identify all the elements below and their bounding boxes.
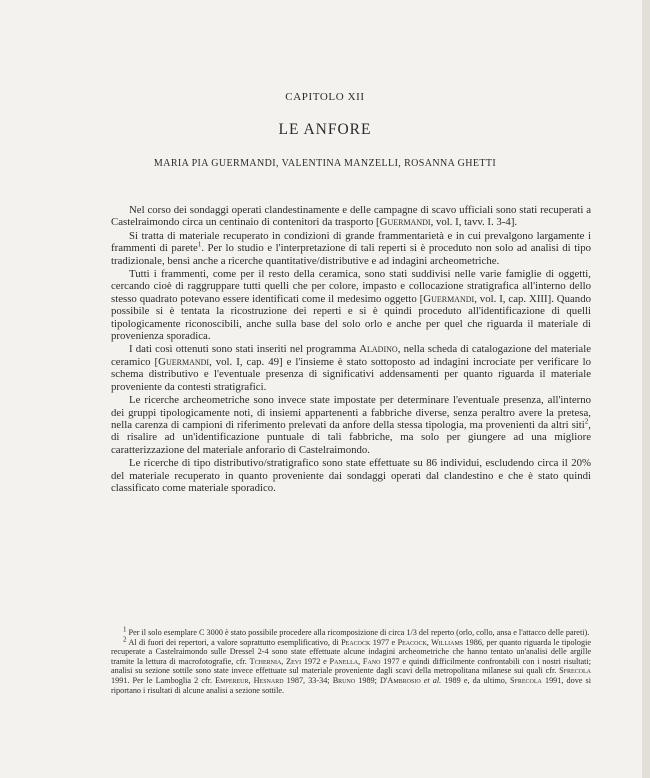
citation: Empereur, Hesnard: [215, 675, 284, 685]
citation: Guermandi: [423, 292, 475, 305]
citation: Guermandi: [158, 355, 210, 368]
citation: Tchernia, Zevi: [249, 656, 302, 666]
et-al: et al.: [423, 675, 442, 685]
footnote-mark: 2: [123, 634, 127, 643]
chapter-number: CAPITOLO XII: [285, 91, 365, 103]
citation: Peacock: [341, 637, 371, 647]
authors-line: MARIA PIA GUERMANDI, VALENTINA MANZELLI, ROSANNA GHETTI: [153, 158, 497, 169]
program-name: Aladino: [359, 343, 398, 356]
footnote-1: $^1$ Per il solo esemplare C 3000 è stato possibile procedere alla ricomposizione di circa 1/3 del reperto (orlo, collo, ansa e l'attacco delle pareti).: [123, 625, 590, 637]
footnote-2: $^2$ Al di fuori dei repertori, a valore soprattutto esemplificativo, di Peacock 1977 e Peacock, Williams 1986, per quanto riguarda le tipologie recuperate a Castelraimondo sulle Dressel 2-4 sono state effettuate alcune indagini archeometriche che hanno tentato un'analisi delle argille tramite la lettura di macrofotografie, cfr. Tchernia, Zevi 1972 e Panella, Fano 1977 e quindi difficilmente confrontabili con i nostri risultati; analisi su sezione sottile sono state invece effettuate sul materiale proveniente dagli scavi della metropolitana milanese sui quali cfr. Sfrecola 1991. Per le Lamboglia 2 cfr. Empereur, Hesnard 1987, 33-34; Bruno 1989; D'Ambrosio et al. 1989 e, da ultimo, Sfrecola 1991, dove si riportano i risultati di alcune analisi a sezione sottile.: [111, 634, 591, 695]
citation: Bruno: [332, 675, 356, 685]
citation: Sfrecola: [559, 666, 591, 676]
paragraph-4: I dati così ottenuti sono stati inseriti nel programma Aladino, nella scheda di catalogazione del materiale ceramico [Guermandi, vol. I, cap. 49] e l'insieme è stato sottoposto ad indagini incrociate per verificare lo schema distributivo e l'eventuale presenza di significativi addensamenti per quanto riguarda il materiale proveniente da contesti stratigrafici.: [111, 343, 592, 393]
body-text: [111, 204, 591, 495]
page-spine-edge: [642, 0, 650, 778]
citation: Sfrecola: [509, 675, 542, 685]
paragraph-3: Tutti i frammenti, come per il resto della ceramica, sono stati suddivisi nelle varie famiglie di oggetti, cercando cioè di raggruppare tutti quelli che per colore, impasto e collocazione stratigrafica all'interno dello stesso quadrato potevano essere identificati come il medesimo oggetto [Guermandi, vol. I, cap. XIII]. Quando possibile si è tentata la ricostruzione dei reperti e si è quindi proceduto all'identificazione di quelli tipologicamente riconoscibili, anche sulla base del solo orlo e anche per quel che riguarda il materiale di provenienza sporadica.: [111, 268, 591, 343]
citation: Peacock, Williams: [397, 637, 464, 647]
citation: Panella, Fano: [329, 656, 381, 666]
citation: Ambrosio: [387, 675, 421, 685]
footnote-mark: 1: [123, 625, 127, 634]
footnotes: [111, 625, 591, 695]
paragraph-6: Le ricerche di tipo distributivo/stratigrafico sono state effettuate su 86 individui, escludendo circa il 20% del materiale recuperato in quanto proveniente dai sondaggi operati dal clandestino e che è stato quindi classificato come materiale sporadico.: [111, 457, 591, 494]
paragraph-1: Nel corso dei sondaggi operati clandestinamente e delle campagne di scavo ufficiali sono stati recuperati a Castelraimondo circa un centinaio di contenitori da trasporto [Guermandi, vol. I, tavv. I. 3-4].: [111, 204, 591, 229]
paragraph-2: Si tratta di materiale recuperato in condizioni di grande frammentarietà e in cui prevalgono largamente i frammenti di parete$^1$. Per lo studio e l'interpretazione di tali reperti si è proceduto non solo ad analisi di tipo tradizionale, bensì anche a ricerche quantitative/distributive e ad indagini archeometriche.: [111, 229, 592, 267]
paragraph-5: Le ricerche archeometriche sono invece state impostate per determinare l'eventuale presenza, all'interno dei gruppi tipologicamente noti, di insiemi appartenenti a fabbriche diverse, senza peraltro avere la pretesa, nella carenza di campioni di riferimento prelevati da anfore della stessa tipologia, ma provenienti da altri siti$^2$, di risalire ad un'identificazione puntuale di tali fabbriche, ma solo per giungere ad una migliore caratterizzazione del materiale anforario di Castelraimondo.: [111, 394, 591, 456]
footnote-ref-2: 2: [584, 417, 589, 426]
chapter-title: LE ANFORE: [278, 121, 372, 138]
citation: Guermandi: [379, 216, 431, 229]
footnote-ref-1: 1: [197, 240, 202, 249]
